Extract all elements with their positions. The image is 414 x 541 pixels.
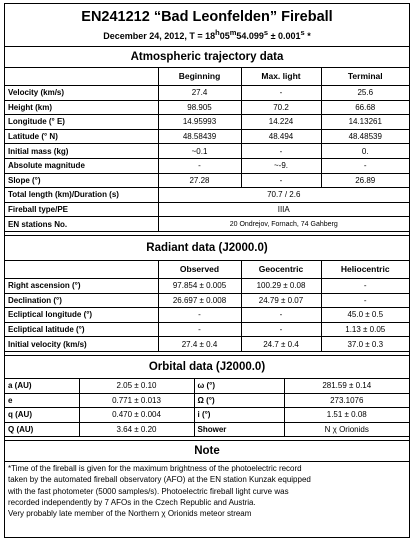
rad-corner (5, 261, 158, 279)
cell: 3.64 ± 0.20 (79, 422, 194, 437)
table-row (5, 100, 409, 115)
subtitle-sup-s: s (263, 28, 269, 37)
note-line: with the fast photometer (5000 samples/s). Photoelectric fireball light curve was (8, 486, 289, 496)
sheet-header (5, 4, 409, 47)
note-line: Very probably late member of the Northern χ Orionids meteor stream (8, 509, 252, 519)
table-row (5, 408, 409, 423)
cell: - (241, 173, 321, 188)
cell: 100.29 ± 0.08 (241, 278, 321, 293)
cell: 25.6 (321, 86, 409, 101)
cell: - (241, 86, 321, 101)
cell: 26.89 (321, 173, 409, 188)
radiant-section-title: Radiant data (J2000.0) (5, 235, 409, 261)
cell: 48.48539 (321, 129, 409, 144)
subtitle-sup-m: m (229, 28, 237, 37)
row-label: q (AU) (5, 408, 79, 423)
atmospheric-section-title: Atmospheric trajectory data (5, 47, 409, 68)
note-section-title: Note (5, 440, 409, 462)
note-line: taken by the automated fireball observatory (AFO) at the EN station Kunzak equipped (8, 475, 311, 485)
cell: - (158, 308, 241, 323)
orbital-section-title: Orbital data (J2000.0) (5, 355, 409, 379)
cell: - (321, 293, 409, 308)
cell: - (158, 322, 241, 337)
cell: 24.7 ± 0.4 (241, 337, 321, 352)
cell: 1.51 ± 0.08 (284, 408, 409, 423)
row-label: Initial mass (kg) (5, 144, 158, 159)
sheet-title: EN241212 “Bad Leonfelden” Fireball (81, 9, 333, 25)
cell: ~0.1 (158, 144, 241, 159)
cell: 24.79 ± 0.07 (241, 293, 321, 308)
cell: 27.4 (158, 86, 241, 101)
row-label: Total length (km)/Duration (s) (5, 188, 158, 203)
cell: - (241, 308, 321, 323)
col-beginning: Beginning (158, 68, 241, 86)
cell: N χ Orionids (284, 422, 409, 437)
table-row (5, 322, 409, 337)
col-max-light: Max. light (241, 68, 321, 86)
row-label: Ecliptical longitude (°) (5, 308, 158, 323)
cell: 45.0 ± 0.5 (321, 308, 409, 323)
subtitle-seconds: 54.099 (236, 31, 264, 41)
row-label: Longitude (° E) (5, 115, 158, 130)
row-label: Right ascension (°) (5, 278, 158, 293)
cell: - (321, 278, 409, 293)
table-row (5, 144, 409, 159)
row-label: Absolute magnitude (5, 158, 158, 173)
cell: 273.1076 (284, 393, 409, 408)
row-label: Initial velocity (km/s) (5, 337, 158, 352)
cell: - (321, 158, 409, 173)
row-label: Ecliptical latitude (°) (5, 322, 158, 337)
row-label: Shower (194, 422, 284, 437)
radiant-table (5, 261, 409, 352)
col-heliocentric: Heliocentric (321, 261, 409, 279)
row-label: Slope (°) (5, 173, 158, 188)
cell: 26.697 ± 0.008 (158, 293, 241, 308)
stations-value: 20 Ondrejov, Fornach, 74 Gahberg (158, 217, 409, 232)
cell: - (158, 158, 241, 173)
row-label: a (AU) (5, 379, 79, 393)
cell: 0. (321, 144, 409, 159)
table-row (5, 293, 409, 308)
row-label: Ω (°) (194, 393, 284, 408)
subtitle-sup-h: h (215, 28, 220, 37)
cell: 70.2 (241, 100, 321, 115)
cell: 27.4 ± 0.4 (158, 337, 241, 352)
cell: 66.68 (321, 100, 409, 115)
cell: 14.13261 (321, 115, 409, 130)
row-label: ω (°) (194, 379, 284, 393)
row-label: i (°) (194, 408, 284, 423)
cell: 281.59 ± 0.14 (284, 379, 409, 393)
cell: 14.224 (241, 115, 321, 130)
subtitle-uncertainty: ± 0.001 (268, 31, 301, 41)
col-terminal: Terminal (321, 68, 409, 86)
col-geocentric: Geocentric (241, 261, 321, 279)
subtitle-asterisk: * (304, 31, 311, 41)
total-length-value: 70.7 / 2.6 (158, 188, 409, 203)
table-row (5, 422, 409, 437)
cell: 27.28 (158, 173, 241, 188)
cell: 37.0 ± 0.3 (321, 337, 409, 352)
col-observed: Observed (158, 261, 241, 279)
note-line: recorded independently by 7 AFOs in the Czech Republic and Austria. (8, 497, 256, 507)
table-row (5, 393, 409, 408)
cell: ~-9. (241, 158, 321, 173)
table-row (5, 308, 409, 323)
row-label: EN stations No. (5, 217, 158, 232)
table-row (5, 202, 409, 217)
note-line: *Time of the fireball is given for the maximum brightness of the photoelectric record (8, 464, 302, 474)
fireball-data-sheet (4, 3, 410, 538)
cell: 0.470 ± 0.004 (79, 408, 194, 423)
cell: 98.905 (158, 100, 241, 115)
orbital-table (5, 379, 409, 437)
subtitle-date: December 24, 2012, T = 18 (103, 31, 216, 41)
row-label: Latitude (° N) (5, 129, 158, 144)
table-row (5, 173, 409, 188)
row-label: Q (AU) (5, 422, 79, 437)
table-row (5, 86, 409, 101)
subtitle-minutes: 05 (219, 31, 230, 41)
table-row (5, 217, 409, 232)
row-label: Velocity (km/s) (5, 86, 158, 101)
cell: 2.05 ± 0.10 (79, 379, 194, 393)
row-label: Height (km) (5, 100, 158, 115)
atmospheric-table (5, 68, 409, 232)
cell: 48.494 (241, 129, 321, 144)
sheet-subtitle (5, 26, 409, 43)
table-row (5, 129, 409, 144)
cell: 97.854 ± 0.005 (158, 278, 241, 293)
row-label: Fireball type/PE (5, 202, 158, 217)
cell: 0.771 ± 0.013 (79, 393, 194, 408)
table-row (5, 278, 409, 293)
cell: 14.95993 (158, 115, 241, 130)
table-row (5, 158, 409, 173)
note-text (5, 462, 409, 520)
fireball-type-value: IIIA (158, 202, 409, 217)
row-label: e (5, 393, 79, 408)
table-row (5, 188, 409, 203)
cell: - (241, 144, 321, 159)
table-row (5, 115, 409, 130)
table-row (5, 379, 409, 393)
cell: - (241, 322, 321, 337)
row-label: Declination (°) (5, 293, 158, 308)
table-row (5, 337, 409, 352)
cell: 1.13 ± 0.05 (321, 322, 409, 337)
cell: 48.58439 (158, 129, 241, 144)
atm-corner (5, 68, 158, 86)
subtitle-sup-s2: s (300, 28, 305, 37)
